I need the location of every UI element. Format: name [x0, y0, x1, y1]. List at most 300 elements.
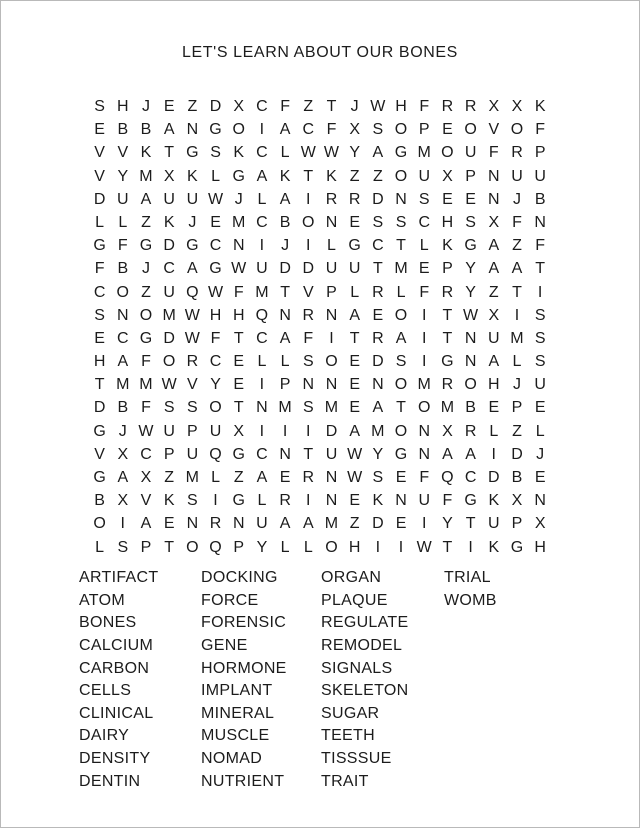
- grid-letter: P: [279, 376, 291, 394]
- word-item: REGULATE: [321, 614, 409, 632]
- grid-letter: A: [279, 121, 291, 139]
- grid-letter: I: [306, 492, 311, 510]
- grid-letter: W: [300, 144, 316, 162]
- grid-letter: N: [325, 492, 338, 510]
- word-item: NOMAD: [201, 750, 263, 768]
- word-item: PLAQUE: [321, 591, 388, 609]
- grid-letter: B: [94, 492, 105, 510]
- letter-grid: [88, 95, 552, 559]
- grid-letter: J: [234, 190, 243, 208]
- grid-letter: P: [511, 515, 523, 533]
- grid-letter: O: [162, 353, 176, 371]
- grid-letter: Z: [512, 422, 522, 440]
- grid-letter: T: [164, 144, 175, 162]
- grid-letter: T: [442, 306, 453, 324]
- grid-letter: I: [259, 237, 265, 255]
- grid-letter: Y: [465, 283, 476, 301]
- grid-letter: C: [140, 445, 152, 463]
- grid-letter: P: [511, 399, 523, 417]
- grid-letter: L: [350, 283, 360, 301]
- grid-letter: F: [488, 144, 499, 162]
- grid-letter: J: [536, 445, 545, 463]
- grid-letter: G: [232, 492, 245, 510]
- grid-letter: C: [256, 329, 268, 347]
- grid-row: [88, 512, 552, 535]
- grid-letter: U: [209, 422, 222, 440]
- grid-letter: F: [419, 98, 430, 115]
- grid-letter: O: [116, 283, 129, 301]
- word-list-column: [201, 567, 287, 793]
- grid-letter: A: [349, 422, 360, 440]
- grid-letter: A: [395, 329, 407, 347]
- grid-letter: A: [465, 445, 476, 463]
- grid-letter: J: [141, 98, 150, 115]
- word-list-column: [79, 567, 158, 793]
- grid-letter: E: [395, 469, 407, 486]
- word-item: TISSSUE: [321, 750, 392, 768]
- grid-letter: F: [326, 121, 337, 139]
- grid-letter: G: [139, 237, 153, 255]
- grid-letter: A: [488, 260, 500, 278]
- grid-letter: K: [187, 167, 198, 185]
- grid-letter: P: [233, 538, 245, 556]
- grid-letter: S: [372, 121, 384, 139]
- grid-letter: M: [139, 167, 153, 185]
- grid-letter: G: [232, 167, 245, 185]
- word-item: CARBON: [79, 659, 150, 677]
- grid-letter: X: [233, 98, 245, 115]
- grid-letter: X: [442, 167, 453, 185]
- grid-letter: M: [232, 213, 246, 231]
- grid-letter: X: [117, 492, 129, 510]
- word-item: SUGAR: [321, 704, 380, 722]
- grid-letter: L: [327, 237, 336, 255]
- grid-letter: D: [163, 329, 175, 347]
- grid-letter: W: [323, 144, 340, 162]
- grid-letter: O: [510, 121, 524, 139]
- grid-row: [88, 420, 552, 443]
- grid-letter: K: [140, 144, 152, 162]
- grid-letter: I: [306, 422, 311, 440]
- grid-letter: N: [302, 376, 315, 394]
- grid-letter: I: [306, 190, 311, 208]
- grid-letter: R: [441, 98, 454, 115]
- grid-letter: N: [256, 399, 268, 417]
- grid-letter: T: [442, 329, 453, 347]
- grid-letter: Z: [349, 515, 360, 533]
- grid-letter: N: [534, 492, 546, 510]
- grid-letter: D: [372, 353, 384, 371]
- grid-letter: K: [488, 538, 500, 556]
- grid-letter: N: [186, 121, 199, 139]
- grid-letter: D: [302, 260, 315, 278]
- grid-letter: U: [488, 329, 500, 347]
- grid-letter: S: [163, 399, 175, 417]
- grid-letter: R: [302, 306, 315, 324]
- grid-letter: I: [120, 515, 125, 533]
- grid-letter: U: [348, 260, 361, 278]
- grid-letter: O: [417, 399, 431, 417]
- grid-letter: X: [488, 306, 500, 324]
- grid-letter: N: [418, 422, 430, 440]
- grid-letter: S: [395, 353, 407, 371]
- grid-letter: G: [232, 445, 245, 463]
- grid-letter: N: [232, 237, 245, 255]
- grid-letter: A: [140, 515, 152, 533]
- grid-letter: L: [419, 237, 429, 255]
- grid-letter: L: [535, 422, 545, 440]
- word-item: MINERAL: [201, 704, 275, 722]
- grid-letter: I: [468, 538, 473, 556]
- grid-letter: B: [117, 121, 129, 139]
- word-list-column: [321, 567, 408, 793]
- grid-letter: E: [488, 399, 500, 417]
- grid-letter: A: [163, 121, 175, 139]
- grid-row: [88, 95, 552, 118]
- grid-letter: E: [349, 213, 360, 231]
- grid-letter: M: [255, 283, 269, 301]
- grid-letter: F: [141, 353, 151, 371]
- grid-letter: I: [259, 121, 265, 139]
- grid-letter: A: [488, 237, 500, 255]
- grid-letter: S: [395, 213, 407, 231]
- grid-letter: G: [394, 144, 408, 162]
- grid-letter: E: [465, 190, 476, 208]
- grid-letter: T: [233, 329, 244, 347]
- grid-letter: G: [209, 260, 222, 278]
- grid-letter: U: [488, 515, 500, 533]
- grid-letter: O: [302, 213, 315, 231]
- grid-letter: I: [514, 306, 520, 324]
- grid-letter: I: [375, 538, 381, 556]
- grid-letter: N: [395, 492, 407, 510]
- grid-letter: N: [117, 306, 129, 324]
- grid-letter: D: [93, 190, 106, 208]
- grid-letter: U: [163, 422, 175, 440]
- grid-letter: E: [233, 353, 245, 371]
- grid-letter: U: [163, 190, 175, 208]
- grid-letter: S: [187, 399, 198, 417]
- grid-letter: J: [118, 422, 127, 440]
- word-item: TEETH: [321, 727, 375, 745]
- grid-row: [88, 281, 552, 304]
- grid-letter: M: [417, 144, 431, 162]
- grid-letter: U: [534, 167, 546, 185]
- grid-row: [88, 118, 552, 141]
- grid-letter: O: [186, 538, 199, 556]
- grid-letter: F: [233, 283, 244, 301]
- grid-letter: T: [512, 283, 522, 301]
- grid-letter: S: [418, 190, 430, 208]
- grid-letter: R: [279, 492, 291, 510]
- grid-letter: B: [465, 399, 476, 417]
- grid-letter: I: [421, 329, 427, 347]
- grid-letter: M: [394, 260, 408, 278]
- grid-letter: E: [349, 353, 360, 371]
- grid-letter: A: [256, 469, 268, 486]
- grid-letter: R: [464, 422, 477, 440]
- grid-letter: V: [94, 167, 105, 185]
- grid-letter: L: [95, 213, 105, 231]
- grid-row: [88, 234, 552, 257]
- grid-letter: H: [488, 376, 500, 394]
- grid-letter: K: [488, 492, 500, 510]
- grid-letter: B: [534, 190, 546, 208]
- grid-letter: F: [94, 260, 105, 278]
- grid-letter: N: [232, 515, 245, 533]
- grid-letter: B: [511, 469, 523, 486]
- grid-letter: Z: [141, 213, 151, 231]
- grid-letter: E: [534, 399, 546, 417]
- grid-letter: M: [116, 376, 130, 394]
- grid-letter: K: [279, 167, 291, 185]
- grid-row: [88, 396, 552, 419]
- grid-letter: N: [325, 469, 338, 486]
- grid-letter: G: [464, 237, 477, 255]
- grid-letter: A: [117, 353, 129, 371]
- grid-letter: P: [465, 167, 476, 185]
- grid-letter: C: [256, 144, 268, 162]
- grid-letter: Q: [209, 445, 222, 463]
- word-list: [1, 567, 639, 807]
- grid-letter: O: [441, 144, 454, 162]
- grid-letter: G: [510, 538, 524, 556]
- grid-letter: T: [303, 167, 314, 185]
- grid-letter: M: [324, 515, 339, 533]
- grid-letter: W: [463, 306, 479, 324]
- grid-letter: E: [279, 469, 291, 486]
- grid-letter: B: [117, 260, 129, 278]
- grid-letter: M: [139, 376, 153, 394]
- grid-letter: T: [233, 399, 244, 417]
- grid-letter: R: [372, 283, 384, 301]
- grid-letter: L: [95, 538, 105, 556]
- grid-letter: Z: [187, 98, 198, 115]
- grid-letter: M: [371, 422, 385, 440]
- grid-letter: N: [325, 306, 338, 324]
- grid-letter: L: [396, 283, 406, 301]
- grid-letter: O: [209, 399, 222, 417]
- grid-letter: X: [233, 422, 245, 440]
- grid-letter: X: [140, 469, 152, 486]
- word-item: BONES: [79, 614, 137, 632]
- grid-letter: I: [398, 538, 404, 556]
- grid-letter: V: [94, 144, 105, 162]
- grid-letter: C: [93, 283, 106, 301]
- grid-letter: X: [117, 445, 129, 463]
- grid-letter: T: [442, 538, 453, 556]
- grid-letter: U: [256, 515, 268, 533]
- grid-letter: A: [349, 306, 360, 324]
- grid-letter: E: [395, 515, 407, 533]
- grid-letter: S: [94, 306, 105, 324]
- grid-letter: M: [185, 469, 199, 486]
- grid-letter: D: [163, 237, 175, 255]
- grid-letter: N: [464, 353, 477, 371]
- grid-letter: C: [302, 121, 315, 139]
- grid-letter: R: [325, 190, 338, 208]
- grid-letter: Z: [141, 283, 151, 301]
- grid-letter: C: [418, 213, 430, 231]
- grid-letter: Y: [372, 445, 384, 463]
- grid-letter: R: [348, 190, 361, 208]
- grid-letter: I: [421, 306, 427, 324]
- grid-row: [88, 188, 552, 211]
- grid-row: [88, 466, 552, 489]
- grid-letter: J: [281, 237, 290, 255]
- grid-letter: A: [302, 515, 314, 533]
- grid-letter: K: [163, 213, 175, 231]
- grid-letter: A: [279, 190, 291, 208]
- grid-letter: O: [232, 121, 245, 139]
- grid-letter: Q: [186, 283, 199, 301]
- grid-letter: F: [280, 98, 290, 115]
- grid-letter: M: [324, 399, 339, 417]
- grid-letter: Y: [442, 515, 453, 533]
- grid-letter: V: [94, 445, 105, 463]
- grid-letter: N: [395, 190, 407, 208]
- grid-letter: R: [372, 329, 384, 347]
- grid-letter: M: [440, 399, 455, 417]
- word-list-column: [444, 567, 497, 612]
- grid-letter: W: [161, 376, 177, 394]
- grid-letter: O: [394, 422, 408, 440]
- grid-letter: H: [209, 306, 222, 324]
- word-item: ORGAN: [321, 569, 382, 586]
- grid-letter: O: [325, 353, 338, 371]
- grid-letter: X: [488, 213, 500, 231]
- grid-letter: S: [210, 144, 221, 162]
- grid-letter: T: [349, 329, 360, 347]
- grid-letter: E: [210, 213, 221, 231]
- grid-letter: Z: [372, 167, 383, 185]
- grid-letter: U: [464, 144, 477, 162]
- grid-row: [88, 489, 552, 512]
- grid-letter: D: [372, 515, 384, 533]
- grid-letter: Y: [349, 144, 360, 162]
- grid-letter: T: [535, 260, 546, 278]
- grid-letter: L: [512, 353, 522, 371]
- grid-letter: Q: [209, 538, 222, 556]
- word-item: CLINICAL: [79, 704, 154, 722]
- grid-letter: S: [372, 469, 384, 486]
- grid-letter: R: [511, 144, 523, 162]
- grid-letter: E: [418, 260, 430, 278]
- grid-letter: L: [211, 469, 220, 486]
- grid-letter: M: [417, 376, 431, 394]
- grid-letter: F: [117, 237, 128, 255]
- grid-letter: M: [162, 306, 176, 324]
- grid-letter: G: [464, 492, 477, 510]
- grid-letter: O: [394, 376, 408, 394]
- grid-letter: G: [186, 144, 199, 162]
- grid-letter: I: [259, 376, 265, 394]
- grid-letter: X: [511, 492, 523, 510]
- word-item: SKELETON: [321, 682, 409, 700]
- grid-letter: Y: [465, 260, 476, 278]
- grid-letter: L: [280, 353, 290, 371]
- grid-letter: M: [510, 329, 524, 347]
- grid-letter: Z: [512, 237, 522, 255]
- grid-letter: P: [326, 283, 337, 301]
- grid-letter: A: [140, 190, 152, 208]
- grid-letter: H: [117, 98, 129, 115]
- grid-letter: C: [256, 445, 268, 463]
- grid-letter: S: [117, 538, 129, 556]
- grid-letter: H: [395, 98, 407, 115]
- grid-letter: A: [256, 167, 268, 185]
- grid-letter: T: [326, 98, 337, 115]
- grid-letter: V: [140, 492, 152, 510]
- grid-letter: U: [117, 190, 129, 208]
- grid-letter: C: [372, 237, 384, 255]
- grid-letter: G: [394, 445, 408, 463]
- grid-letter: S: [302, 399, 314, 417]
- grid-letter: I: [282, 422, 288, 440]
- word-item: TRIAL: [444, 569, 491, 586]
- grid-letter: O: [325, 538, 338, 556]
- grid-letter: X: [349, 121, 360, 139]
- grid-letter: G: [186, 237, 199, 255]
- grid-letter: A: [442, 445, 453, 463]
- grid-letter: U: [418, 167, 430, 185]
- grid-letter: U: [325, 445, 338, 463]
- grid-letter: O: [464, 121, 477, 139]
- grid-letter: W: [370, 98, 386, 115]
- grid-letter: T: [372, 260, 383, 278]
- grid-letter: A: [488, 353, 500, 371]
- grid-letter: K: [534, 98, 546, 115]
- grid-letter: L: [118, 213, 128, 231]
- grid-letter: N: [488, 190, 500, 208]
- grid-letter: X: [442, 422, 453, 440]
- word-item: GENE: [201, 636, 248, 654]
- grid-letter: P: [534, 144, 546, 162]
- grid-letter: U: [511, 167, 523, 185]
- grid-letter: A: [372, 144, 384, 162]
- grid-letter: B: [117, 399, 129, 417]
- grid-letter: T: [164, 538, 175, 556]
- grid-letter: N: [534, 213, 546, 231]
- grid-letter: R: [186, 353, 199, 371]
- grid-letter: B: [279, 213, 291, 231]
- grid-letter: G: [93, 422, 106, 440]
- grid-letter: O: [394, 167, 408, 185]
- grid-letter: W: [184, 329, 200, 347]
- grid-letter: A: [511, 260, 523, 278]
- grid-letter: W: [207, 190, 224, 208]
- grid-letter: K: [163, 492, 175, 510]
- grid-letter: Q: [255, 306, 269, 324]
- grid-row: [88, 304, 552, 327]
- grid-letter: P: [163, 445, 175, 463]
- grid-letter: D: [488, 469, 500, 486]
- grid-letter: D: [511, 445, 523, 463]
- grid-letter: X: [534, 515, 546, 533]
- grid-letter: C: [209, 353, 222, 371]
- grid-letter: O: [394, 121, 408, 139]
- grid-letter: H: [93, 353, 106, 371]
- grid-letter: H: [534, 538, 546, 556]
- grid-row: [88, 327, 552, 350]
- grid-letter: A: [187, 260, 198, 278]
- grid-letter: Z: [233, 469, 244, 486]
- grid-letter: S: [302, 353, 314, 371]
- grid-letter: F: [419, 469, 430, 486]
- grid-letter: W: [231, 260, 247, 278]
- grid-letter: D: [279, 260, 291, 278]
- word-item: REMODEL: [321, 636, 403, 654]
